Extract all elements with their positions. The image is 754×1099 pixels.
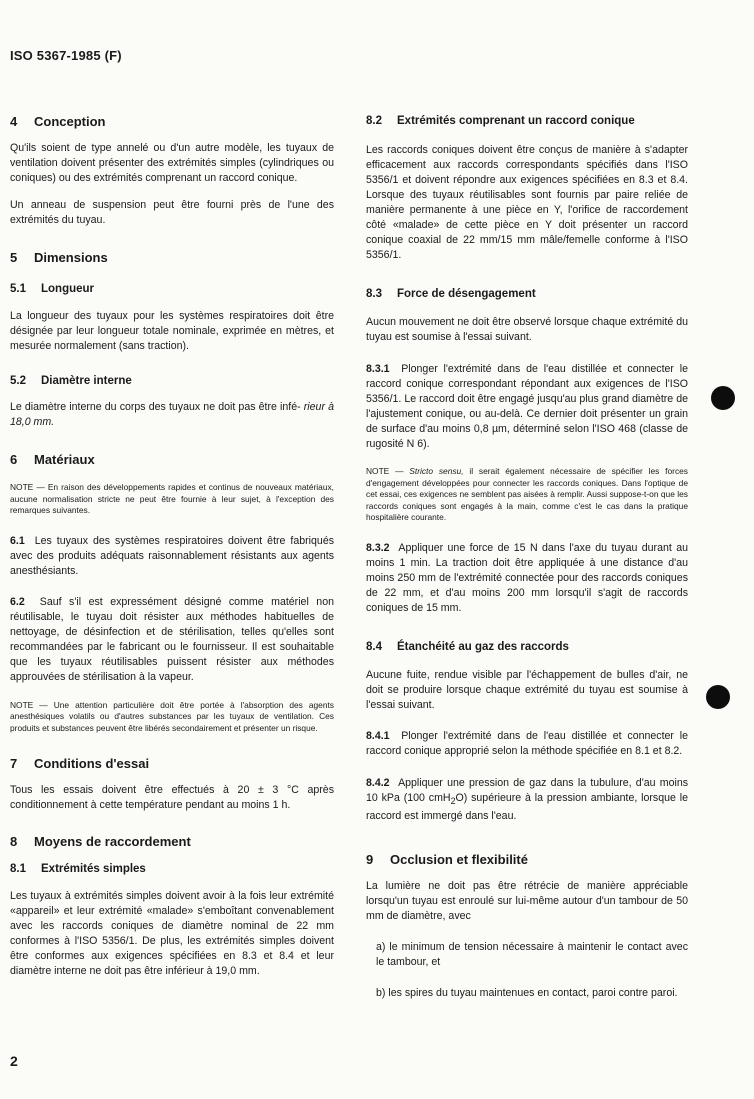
section-8-3-heading: 8.3 Force de désengagement [366,288,536,300]
punch-hole-lower [706,685,730,709]
section-8-4-2-paragraph: 8.4.2 Appliquer une pression de gaz dans la tubulure, d'au moins 10 kPa (100 cmH$_2$O) supérieure à la pression ambiante, lorsque le raccord est immergé dans l'eau. [366,776,689,823]
section-8-4-heading: 8.4 Étanchéité au gaz des raccords [366,640,569,653]
section-9-paragraph: La lumière ne doit pas être rétrécie de manière appréciable lorsqu'un tuyau est enroulé sur lui-même autour d'un tambour de 50 mm de diamètre, avec [366,880,688,923]
section-8-4-1-paragraph: 8.4.1 Plonger l'extrémité dans de l'eau distillée et connecter le raccord conique approprié selon la méthode spécifiée en 8.1 et 8.2. [366,729,688,757]
section-7-paragraph: Tous les essais doivent être effectués à 20 ± 3 °C après conditionnement à cette température pendant au moins 1 h. [10,783,334,811]
page-number: 2 [10,1053,18,1069]
section-9-item-a: a) le minimum de tension nécessaire à maintenir le contact avec le tambour, et [376,941,688,969]
section-6-note: NOTE — En raison des développements rapides et continus de nouveaux matériaux, aucune normalisation stricte ne peut être fournie à leur sujet, à l'exception des remarques suivantes. [10,482,334,516]
section-7-heading: 7 Conditions d'essai [10,755,150,771]
section-5-1-paragraph: La longueur des tuyaux pour les systèmes respiratoires doit être désignée par leur longueur totale nominale, exprimée en mètres, et mesurée normalement (sans traction). [10,310,334,352]
section-8-2-heading: 8.2 Extrémités comprenant un raccord conique [366,115,635,127]
document-header: ISO 5367-1985 (F) [10,48,122,63]
right-column [366,112,688,1001]
section-6-2-note: NOTE — Une attention particulière doit être portée à l'absorption des agents anesthésiques volatils ou d'autres substances par les tuyaux de ventilation. Ces produits et substances peuvent être libérés secondairement et présenter un risque. [10,699,334,733]
left-column [10,112,334,979]
section-8-3-paragraph: Aucun mouvement ne doit être observé lorsque chaque extrémité du tuyau est soumise à l'essai suivant. [366,316,688,343]
section-8-4-paragraph: Aucune fuite, rendue visible par l'échappement de bulles d'air, ne doit se produire lorsque chaque extrémité du tuyau est soumise à l'essai suivant. [366,668,688,711]
section-5-heading: 5 Dimensions [10,250,108,265]
section-8-3-2-paragraph: 8.3.2 Appliquer une force de 15 N dans l'axe du tuyau durant au moins 1 min. La traction doit être appliquée à une distance d'au moins 250 mm de l'extrémité connectée pour des raccords coniques de 22 mm, et d'au moins 200 mm lorsqu'il s'agit de raccords coniques de 15 mm. [366,541,688,614]
section-8-1-paragraph: Les tuyaux à extrémités simples doivent avoir à la fois leur extrémité «appareil» et leur extrémité «malade» s'emboîtant convenablement avec les raccords coniques de diamètre nominal de 22 mm conformes à l'ISO 5356/1. De plus, les extrémités simples doivent être conformes aux exigences spécifiées en 8.3 et 8.4 et leur diamètre interne ne doit pas être inférieur à 19,0 mm. [10,889,334,977]
punch-hole-upper [711,386,735,410]
section-8-1-heading: 8.1 Extrémités simples [10,862,146,875]
section-8-3-1-paragraph: 8.3.1 Plonger l'extrémité dans de l'eau distillée et connecter le raccord conique correspondant répondant aux exigences de l'ISO 5356/1. Le raccord doit être engagé jusqu'au plus grand diamètre de l'ajustement conique, ou au-delà. Ce dernier doit présenter un grain de surface d'au moins 0,8 µm, déterminé selon l'ISO 468 (classe de rugosité N 6). [366,363,688,450]
section-4-heading: 4 Conception [10,114,106,129]
section-6-heading: 6 Matériaux [10,452,95,467]
section-8-3-1-note: NOTE — Stricto sensu, il serait également nécessaire de spécifier les forces d'engagement développées pour connecter les raccords coniques. Dans l'optique de cet essai, ces exigences ne semblent pas aisées à remplir. Aussi suppose-t-on que les raccords coniques sont engagés à la main, comme c'est le cas dans la pratique hospitalière courante. [366,466,688,523]
section-5-2-heading: 5.2 Diamètre interne [10,375,132,387]
section-8-2-paragraph: Les raccords coniques doivent être conçus de manière à s'adapter efficacement aux raccords correspondants spécifiés dans l'ISO 5356/1 et doivent répondre aux exigences spécifiées en 8.3 et 8.4. Lorsque des tuyaux réutilisables sont fournis par paire reliée de manière permanente à une pièce en Y, l'orifice de raccordement côté «malade» de cette pièce en Y doit présenter un raccord conique coaxial de 22 mm/15 mm mâle/femelle conforme à l'ISO 5356/1. [366,144,688,261]
section-5-2-paragraph: Le diamètre interne du corps des tuyaux ne doit pas être infé- rieur à 18,0 mm. [10,401,334,428]
section-6-1-paragraph: 6.1 Les tuyaux des systèmes respiratoires doivent être fabriqués avec des produits adéquats raisonnablement résistants aux agents anesthésiants. [10,534,335,577]
section-9-heading: 9 Occlusion et flexibilité [366,852,528,868]
section-6-2-paragraph: 6.2 Sauf s'il est expressément désigné comme matériel non réutilisable, le tuyau doit résister aux méthodes habituelles de nettoyage, de désinfection et de stérilisation, telles qu'elles sont recommandées par le fabricant ou le fournisseur. Il est souhaitable que les tuyaux réutilisables puissent résister aux méthodes approuvées de stérilisation à la vapeur. [10,595,334,683]
section-5-1-heading: 5.1 Longueur [10,283,95,295]
section-9-item-b: b) les spires du tuyau maintenues en contact, paroi contre paroi. [376,987,678,1000]
section-4-paragraph-2: Un anneau de suspension peut être fourni près de l'une des extrémités du tuyau. [10,199,334,226]
section-8-heading: 8 Moyens de raccordement [10,833,191,849]
section-4-paragraph-1: Qu'ils soient de type annelé ou d'un autre modèle, les tuyaux de ventilation doivent présenter des extrémités simples (cylindriques ou coniques) ou des extrémités comprenant un raccord conique. [10,142,334,184]
